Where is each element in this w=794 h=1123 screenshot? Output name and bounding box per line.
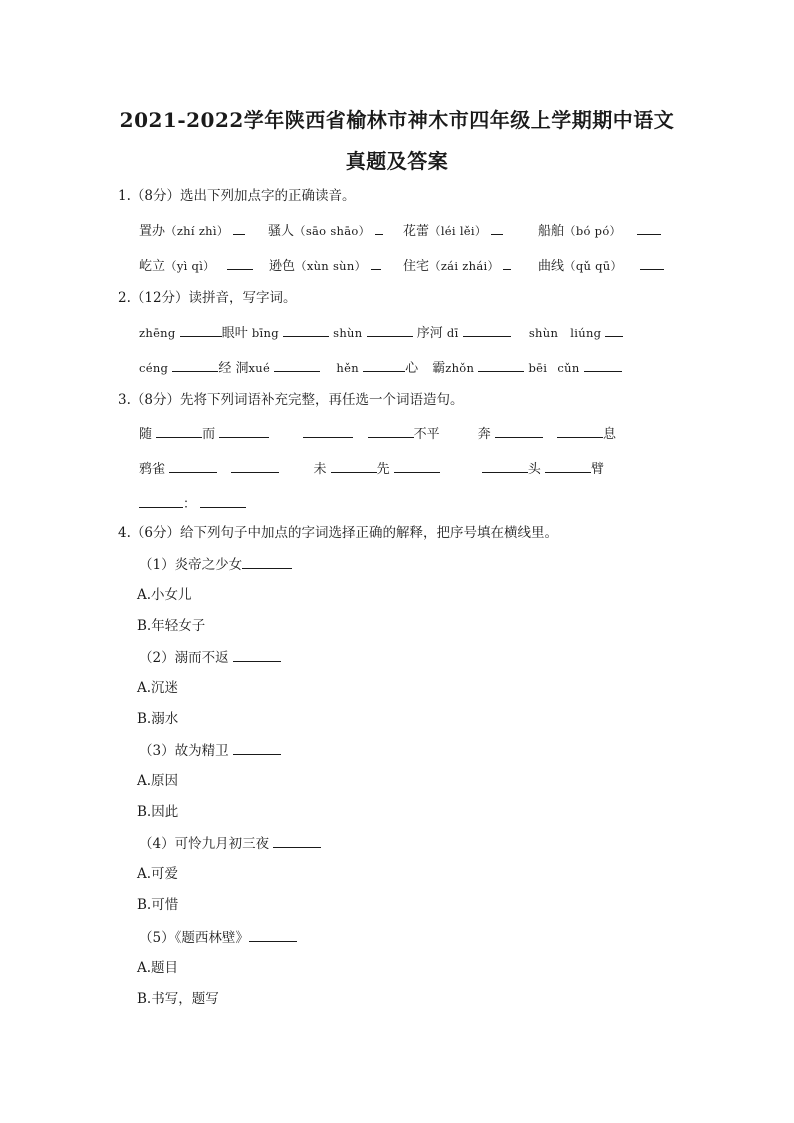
answer-blank[interactable] xyxy=(242,555,292,569)
pinyin: dī xyxy=(446,326,459,340)
q4-sub-3 xyxy=(139,741,281,760)
q1-word: 逊色 xyxy=(269,259,296,274)
answer-blank[interactable] xyxy=(363,358,405,372)
given-chars: 头 xyxy=(527,462,541,477)
answer-blank[interactable] xyxy=(545,459,591,473)
answer-blank[interactable] xyxy=(368,424,414,438)
sub-question-text: （5）《题西林壁》 xyxy=(139,930,249,946)
question-3-heading: 3.（8分）先将下列词语补充完整，再任选一个词语造句。 xyxy=(118,392,464,408)
q1-item-1 xyxy=(139,221,245,241)
answer-blank[interactable] xyxy=(227,256,253,270)
q1-pinyin: （léi lěi） xyxy=(429,224,487,238)
q1-pinyin: （sāo shāo） xyxy=(294,224,371,238)
pinyin: cǔn xyxy=(557,361,580,375)
answer-blank[interactable] xyxy=(233,221,245,235)
q1-item-8 xyxy=(538,256,664,276)
q1-word: 花蕾 xyxy=(403,224,430,239)
answer-blank[interactable] xyxy=(233,741,281,755)
q1-pinyin: （xùn sùn） xyxy=(295,259,367,273)
answer-blank[interactable] xyxy=(463,323,511,337)
given-chars: 心 xyxy=(405,361,419,376)
answer-blank[interactable] xyxy=(495,424,543,438)
q1-pinyin: （qǔ qū） xyxy=(564,259,623,273)
q3-row-1 xyxy=(139,424,616,444)
q2-row-2 xyxy=(139,358,622,378)
pinyin: ng xyxy=(585,326,602,340)
pinyin: liú xyxy=(570,326,586,340)
given-chars: 鸦雀 xyxy=(139,462,166,477)
q4-sub-1-option-a: A.小女儿 xyxy=(137,587,192,603)
q1-word: 屹立 xyxy=(139,259,166,274)
answer-blank[interactable] xyxy=(249,928,297,942)
answer-blank[interactable] xyxy=(557,424,603,438)
q4-sub-2-option-a: A.沉迷 xyxy=(137,680,179,696)
answer-blank[interactable] xyxy=(303,424,353,438)
given-chars: 臂 xyxy=(591,462,605,477)
given-chars: 序河 xyxy=(416,326,443,341)
q4-sub-5 xyxy=(139,928,297,947)
question-2-heading: 2.（12分）读拼音，写字词。 xyxy=(118,290,297,306)
answer-blank[interactable] xyxy=(637,221,661,235)
answer-blank[interactable] xyxy=(375,221,383,235)
given-chars: 而 xyxy=(202,427,216,442)
q3-sentence-row xyxy=(139,494,246,514)
q4-sub-4-option-a: A.可爱 xyxy=(137,866,179,882)
given-chars: 未 xyxy=(313,462,327,477)
q1-item-7 xyxy=(403,256,511,276)
sub-question-text: （1）炎帝之少女 xyxy=(139,557,243,573)
q1-word: 骚人 xyxy=(268,224,295,239)
sub-question-text: （3）故为精卫 xyxy=(139,743,229,759)
q1-word: 船舶 xyxy=(538,224,565,239)
q1-pinyin: （zái zhái） xyxy=(429,259,500,273)
sub-question-text: （2）溺而不返 xyxy=(139,650,229,666)
q4-sub-2-option-b: B.溺水 xyxy=(137,711,179,727)
answer-blank[interactable] xyxy=(371,256,381,270)
colon: ： xyxy=(183,497,197,512)
q1-item-6 xyxy=(269,256,381,276)
question-1-heading: 1.（8分）选出下列加点字的正确读音。 xyxy=(118,188,356,204)
answer-blank[interactable] xyxy=(219,424,269,438)
q4-sub-2 xyxy=(139,648,281,667)
word-blank[interactable] xyxy=(139,494,183,508)
pinyin: bēi xyxy=(528,361,548,375)
exam-title-line1: 2021-2022学年陕西省榆林市神木市四年级上学期期中语文 xyxy=(119,108,675,132)
answer-blank[interactable] xyxy=(491,221,503,235)
answer-blank[interactable] xyxy=(274,358,320,372)
question-4-heading: 4.（6分）给下列句子中加点的字词选择正确的解释，把序号填在横线里。 xyxy=(118,525,558,541)
q3-row-2 xyxy=(139,459,604,479)
answer-blank[interactable] xyxy=(584,358,622,372)
answer-blank[interactable] xyxy=(273,834,321,848)
exam-title-line2: 真题及答案 xyxy=(345,149,449,173)
q1-item-4 xyxy=(538,221,661,241)
answer-blank[interactable] xyxy=(331,459,377,473)
pinyin: bīng xyxy=(251,326,279,340)
given-chars: 随 xyxy=(139,427,153,442)
given-chars: 霸 xyxy=(432,361,446,376)
q4-sub-4 xyxy=(139,834,321,853)
q1-word: 曲线 xyxy=(538,259,565,274)
sub-question-text: （4）可怜九月初三夜 xyxy=(139,836,270,852)
q4-sub-5-option-a: A.题目 xyxy=(137,960,179,976)
pinyin: hěn xyxy=(336,361,359,375)
answer-blank[interactable] xyxy=(180,323,222,337)
sentence-blank[interactable] xyxy=(200,494,246,508)
given-chars: 奔 xyxy=(477,427,491,442)
answer-blank[interactable] xyxy=(156,424,202,438)
answer-blank[interactable] xyxy=(233,648,281,662)
answer-blank[interactable] xyxy=(231,459,279,473)
q1-pinyin: （bó pó） xyxy=(564,224,622,238)
pinyin: céng xyxy=(139,361,169,375)
given-chars: 先 xyxy=(376,462,390,477)
q4-sub-3-option-b: B.因此 xyxy=(137,804,179,820)
answer-blank[interactable] xyxy=(503,256,511,270)
q1-pinyin: （zhí zhì） xyxy=(165,224,229,238)
given-chars: 不平 xyxy=(413,427,440,442)
q4-sub-3-option-a: A.原因 xyxy=(137,773,179,789)
answer-blank[interactable] xyxy=(283,323,329,337)
q2-row-1 xyxy=(139,323,623,343)
q4-sub-4-option-b: B.可惜 xyxy=(137,897,179,913)
pinyin: shùn xyxy=(333,326,363,340)
answer-blank[interactable] xyxy=(367,323,413,337)
pinyin: shùn xyxy=(528,326,559,340)
q1-item-3 xyxy=(403,221,503,241)
answer-blank[interactable] xyxy=(394,459,440,473)
answer-blank[interactable] xyxy=(172,358,218,372)
pinyin: xué xyxy=(248,361,271,375)
given-chars: 息 xyxy=(603,427,617,442)
answer-blank[interactable] xyxy=(482,459,528,473)
q4-sub-1 xyxy=(139,555,292,574)
answer-blank[interactable] xyxy=(640,256,664,270)
given-chars: 经 洞 xyxy=(218,361,249,376)
q1-item-5 xyxy=(139,256,253,276)
q4-sub-5-option-b: B.书写，题写 xyxy=(137,991,219,1007)
q4-sub-1-option-b: B.年轻女子 xyxy=(137,618,206,634)
answer-blank[interactable] xyxy=(478,358,524,372)
pinyin: zhēng xyxy=(139,326,176,340)
answer-blank[interactable] xyxy=(605,323,623,337)
q1-item-2 xyxy=(268,221,383,241)
q1-pinyin: （yì qì） xyxy=(165,259,215,273)
given-chars: 眼叶 xyxy=(221,326,248,341)
pinyin: zhǒn xyxy=(445,361,475,375)
q1-word: 置办 xyxy=(139,224,166,239)
answer-blank[interactable] xyxy=(169,459,217,473)
q1-word: 住宅 xyxy=(403,259,430,274)
